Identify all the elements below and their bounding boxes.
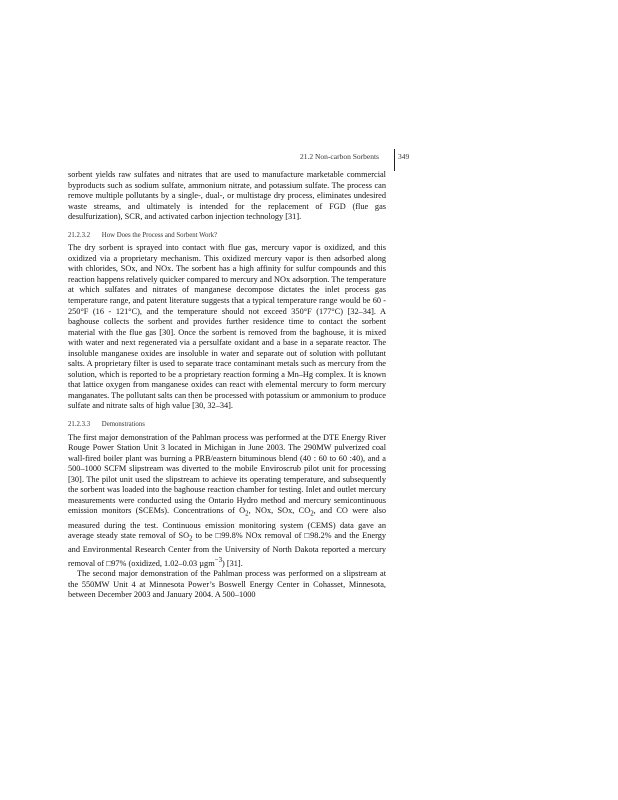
paragraph-demonstration-2: The second major demonstration of the Pahlman process was performed on a slipstream at the 550MW Unit 4 at Minnesota Power’s Boswell Energy Center in Cohasset, Minnesota, between December 2003 and January 2004. A 500–1000 bbox=[68, 569, 386, 600]
subsection-title: How Does the Process and Sorbent Work? bbox=[101, 231, 218, 239]
paragraph-intro: sorbent yields raw sulfates and nitrates that are used to manufacture marketable commercial byproducts such as sodium sulfate, ammonium nitrate, and potassium sulfate. The process can remove multiple pollutants by a single-, dual-, or multistage dry process, eliminates undesired waste streams, and ultimately is intended for the replacement of FGD (flue gas desulfurization), SCR, and activated carbon injection technology [31]. bbox=[68, 170, 386, 222]
paragraph-process: The dry sorbent is sprayed into contact with flue gas, mercury vapor is oxidized, and this oxidized via a proprietary mechanism. This oxidized mercury vapor is then adsorbed along with chlorides, SOx, and NOx. The sorbent has a high affinity for sulfur compounds and this reaction happens relatively quicker compared to mercury and NOx adsorption. The temperature at which sulfates and nitrates of manganese decompose dictates the inlet process gas temperature range, and patent literature suggests that a typical temperature range would be 60 - 250°F (16 - 121°C), and the temperature should not exceed 350°F (177°C) [32–34]. A baghouse collects the sorbent and provides further residence time to contact the sorbent material with the flue gas [30]. Once the sorbent is removed from the baghouse, it is mixed with water and next regenerated via a persulfate oxidant and a base in a separate reactor. The insoluble manganese oxides are insoluble in water and separate out of solution with pollutant salts. A proprietary filter is used to separate trace contaminant metals such as mercury from the solution, which is reported to be a proprietary reaction forming a Mn–Hg complex. It is known that lattice oxygen from manganese oxides can react with elemental mercury to form mercury manganates. The pollutant salts can then be processed with potassium or ammonium to produce sulfate and nitrate salts of high value [30, 32–34]. bbox=[68, 243, 386, 411]
subsection-title: Demonstrations bbox=[101, 421, 145, 429]
running-header bbox=[300, 152, 410, 161]
body-text bbox=[68, 170, 386, 601]
subsection-heading-demonstrations bbox=[68, 420, 386, 431]
subsection-number: 21.2.3.2 bbox=[68, 231, 91, 239]
subsection-heading-process bbox=[68, 231, 386, 242]
header-rule bbox=[394, 149, 395, 171]
subsection-number: 21.2.3.3 bbox=[68, 421, 91, 429]
paragraph-demonstration-1: The first major demonstration of the Pahlman process was performed at the DTE Energy River Rouge Power Station Unit 3 located in Michigan in June 2003. The 290MW pulverized coal wall-fired boiler plant was burning a PRB/eastern bituminous blend (40 : 60 to 60 :40), and a 500–1000 SCFM slipstream was diverted to the mobile Enviroscrub pilot unit for processing [30]. The pilot unit used the slipstream to achieve its operating temperature, and subsequently the sorbent was loaded into the baghouse reaction chamber for testing. Inlet and outlet mercury measurements were conducted using the Ontario Hydro method and mercury semicontinuous emission monitors (SCEMs). Concentrations of $O_2$, NOx, SOx, $CO_2$, and CO were also measured during the test. Continuous emission monitoring system (CEMS) data gave an average steady state removal of $SO_2$ to be □99.8% NOx removal of □98.2% and the Energy and Environmental Research Center from the University of North Dakota reported a mercury removal of □97% (oxidized, 1.02–0.03 µgm$^{-3}$) [31]. bbox=[68, 432, 386, 568]
page-number: 349 bbox=[398, 152, 410, 161]
section-title: 21.2 Non-carbon Sorbents bbox=[300, 152, 379, 161]
